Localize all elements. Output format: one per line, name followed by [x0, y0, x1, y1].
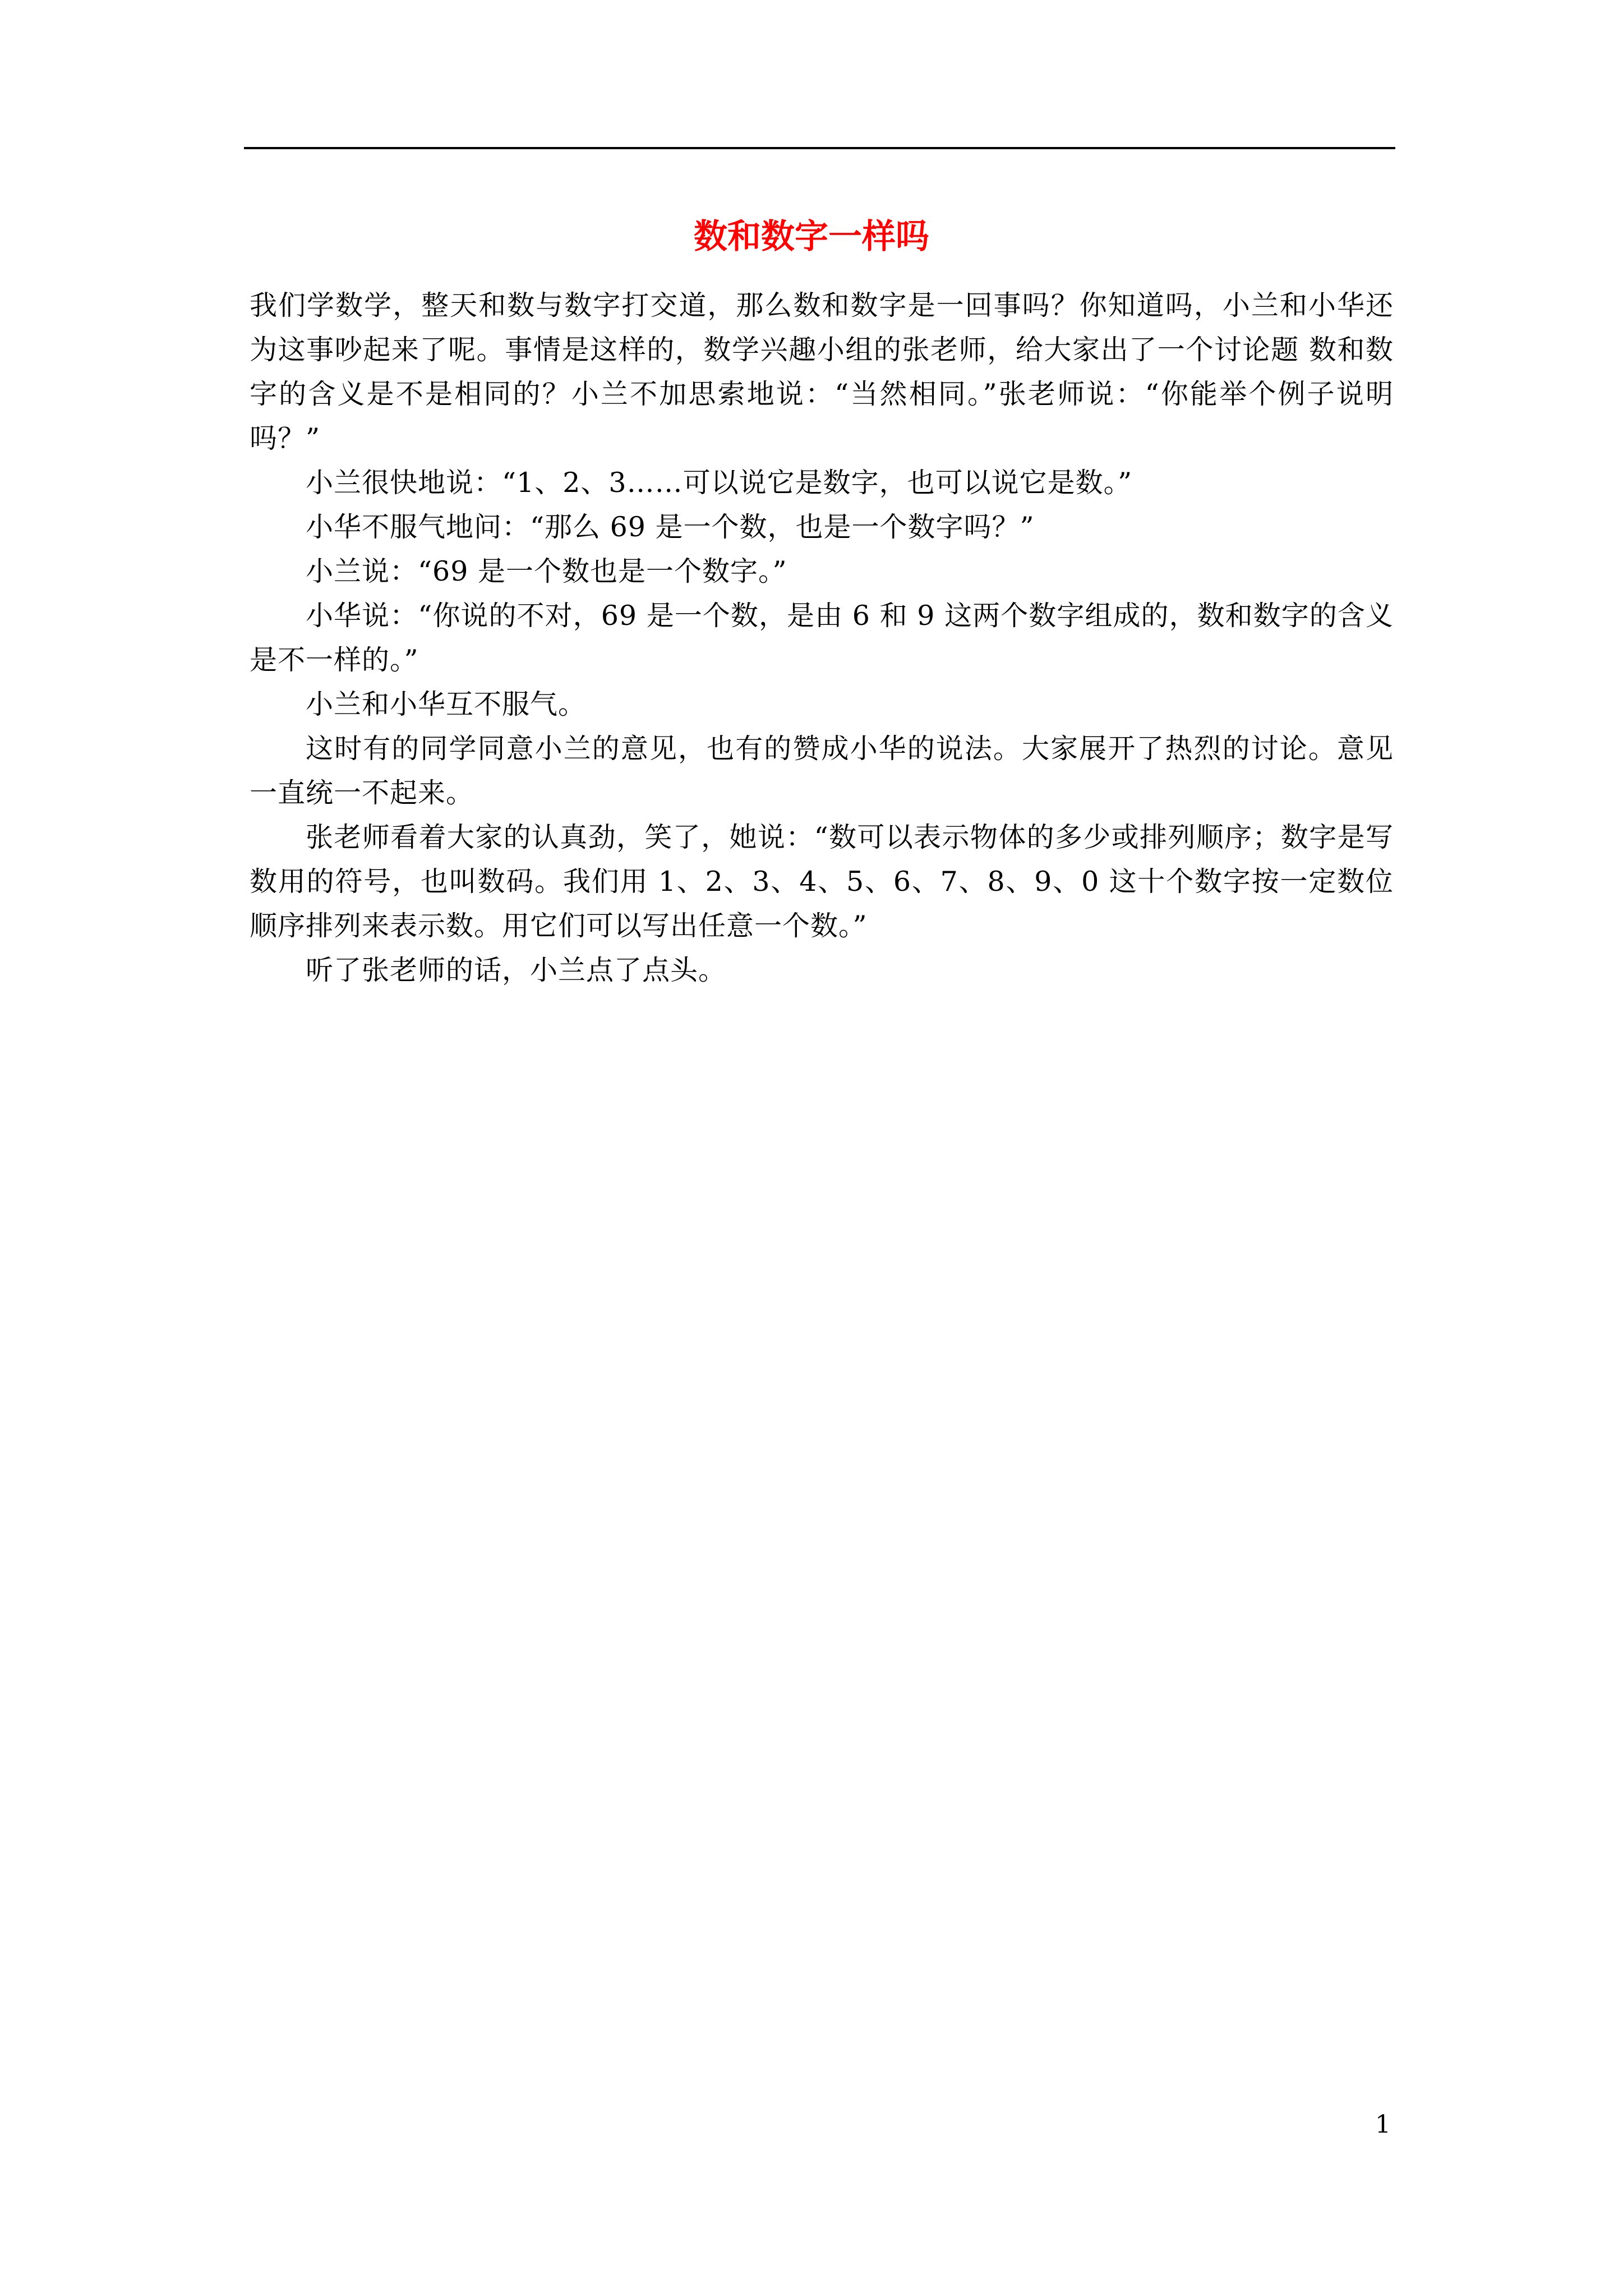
document-title: 数和数字一样吗	[694, 217, 929, 256]
page-number: 1	[1375, 2110, 1391, 2139]
paragraph: 小兰很快地说：“1、2、3……可以说它是数字，也可以说它是数。”	[306, 467, 1133, 499]
paragraph: 小兰和小华互不服气。	[306, 688, 587, 720]
paragraph: 张老师看着大家的认真劲，笑了，她说：“数可以表示物体的多少或排列顺序；数字是写数用的符号，也叫数码。我们用 1、2、3、4、5、6、7、8、9、0 这十个数字按一定数位顺序排列来表示数。用它们可以写出任意一个数。”	[250, 821, 1394, 942]
header-rule	[244, 147, 1395, 149]
paragraph: 小华不服气地问：“那么 69 是一个数，也是一个数字吗？”	[306, 511, 1035, 543]
paragraph-intro: 我们学数学，整天和数与数字打交道，那么数和数字是一回事吗？你知道吗，小兰和小华还为这事吵起来了呢。事情是这样的，数学兴趣小组的张老师，给大家出了一个讨论题 数和数字的含义是不是相同的？小兰不加思索地说：“当然相同。”张老师说：“你能举个例子说明吗？”	[250, 289, 1394, 454]
paragraph: 听了张老师的话，小兰点了点头。	[306, 954, 727, 986]
paragraph: 这时有的同学同意小兰的意见，也有的赞成小华的说法。大家展开了热烈的讨论。意见一直统一不起来。	[250, 733, 1394, 809]
document-body	[250, 283, 1394, 992]
paragraph: 小兰说：“69 是一个数也是一个数字。”	[306, 555, 787, 587]
paragraph: 小华说：“你说的不对，69 是一个数，是由 6 和 9 这两个数字组成的，数和数字的含义是不一样的。”	[250, 600, 1394, 676]
